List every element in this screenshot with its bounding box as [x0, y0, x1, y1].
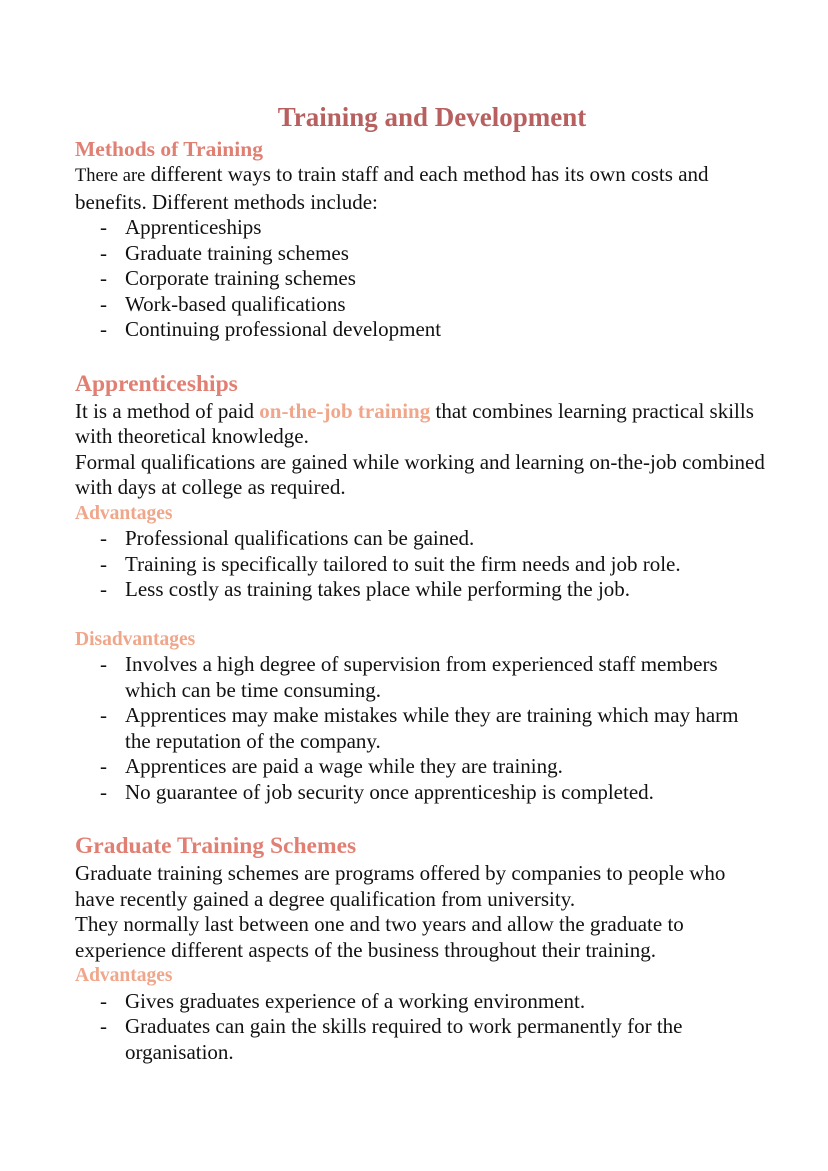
list-item [75, 292, 765, 318]
bullet-dash: - [100, 577, 107, 601]
methods-list [75, 215, 765, 343]
list-item-text: Graduate training schemes [125, 240, 349, 265]
methods-intro-lead: There are [75, 166, 146, 186]
apprenticeships-p1-start: It is a method of paid [75, 398, 260, 423]
bullet-dash: - [100, 317, 107, 341]
bullet-dash: - [100, 526, 107, 550]
list-item [75, 989, 765, 1015]
list-item [75, 526, 765, 552]
bullet-dash: - [100, 988, 107, 1013]
bullet-dash: - [100, 1014, 107, 1038]
bullet-dash: - [100, 551, 107, 576]
bullet-dash: - [100, 215, 107, 239]
section-spacer [75, 343, 765, 369]
apprenticeships-advantages-list [75, 526, 765, 603]
apprenticeships-disadvantages-heading: Disadvantages [75, 628, 196, 650]
on-the-job-highlight: on-the-job training [259, 398, 431, 423]
bullet-dash: - [100, 779, 107, 804]
methods-intro-text: different ways to train staff and each method has its own costs and benefits. Different methods include: [75, 162, 709, 214]
graduate-advantages-heading: Advantages [75, 965, 173, 986]
apprenticeships-paragraph-1 [75, 399, 765, 450]
bullet-dash: - [100, 266, 107, 290]
list-item-text: Graduates can gain the skills required to work permanently for the organisation. [125, 1014, 683, 1064]
list-item-text: Professional qualifications can be gained. [125, 526, 475, 550]
list-item-text: Work-based qualifications [125, 291, 346, 316]
list-item [75, 754, 765, 780]
list-item [75, 552, 765, 578]
apprenticeships-p1-end: that combines learning practical skills with theoretical knowledge. [75, 398, 754, 448]
graduate-heading: Graduate Training Schemes [75, 833, 357, 859]
bullet-dash: - [100, 291, 107, 316]
document-body [75, 100, 765, 1065]
list-item-text: Continuing professional development [125, 317, 442, 341]
methods-intro [75, 162, 765, 215]
section-spacer [75, 603, 765, 627]
list-item-text: Apprentices are paid a wage while they are training. [125, 754, 563, 778]
bullet-dash: - [100, 240, 107, 265]
list-item [75, 215, 765, 241]
list-item [75, 317, 765, 343]
graduate-paragraph-1: Graduate training schemes are programs offered by companies to people who have recently gained a degree qualification from university. [75, 861, 726, 911]
list-item [75, 266, 765, 292]
list-item [75, 241, 765, 267]
document-title: Training and Development [277, 102, 587, 132]
section-spacer [75, 805, 765, 831]
graduate-paragraph-2: They normally last between one and two years and allow the graduate to experience different aspects of the business throughout their training. [75, 912, 684, 962]
list-item [75, 703, 765, 754]
list-item [75, 780, 765, 806]
list-item-text: Gives graduates experience of a working environment. [125, 988, 586, 1013]
list-item [75, 1014, 765, 1065]
apprenticeships-advantages-heading: Advantages [75, 502, 173, 524]
list-item-text: Apprenticeships [125, 215, 262, 239]
methods-heading: Methods of Training [75, 137, 263, 161]
list-item-text: Involves a high degree of supervision from experienced staff members which can be time consuming. [125, 652, 718, 702]
bullet-dash: - [100, 652, 107, 676]
apprenticeships-disadvantages-list [75, 652, 765, 805]
list-item [75, 577, 765, 603]
graduate-advantages-list [75, 989, 765, 1066]
apprenticeships-heading: Apprenticeships [75, 370, 238, 397]
apprenticeships-paragraph-2: Formal qualifications are gained while working and learning on-the-job combined with days at college as required. [75, 449, 765, 499]
list-item-text: Corporate training schemes [125, 266, 356, 290]
bullet-dash: - [100, 754, 107, 778]
list-item-text: Less costly as training takes place while performing the job. [125, 577, 631, 601]
list-item-text: Training is specifically tailored to suit the firm needs and job role. [125, 551, 681, 576]
bullet-dash: - [100, 703, 107, 727]
list-item [75, 652, 765, 703]
list-item-text: No guarantee of job security once apprenticeship is completed. [125, 779, 654, 804]
list-item-text: Apprentices may make mistakes while they are training which may harm the reputation of the company. [125, 703, 739, 753]
